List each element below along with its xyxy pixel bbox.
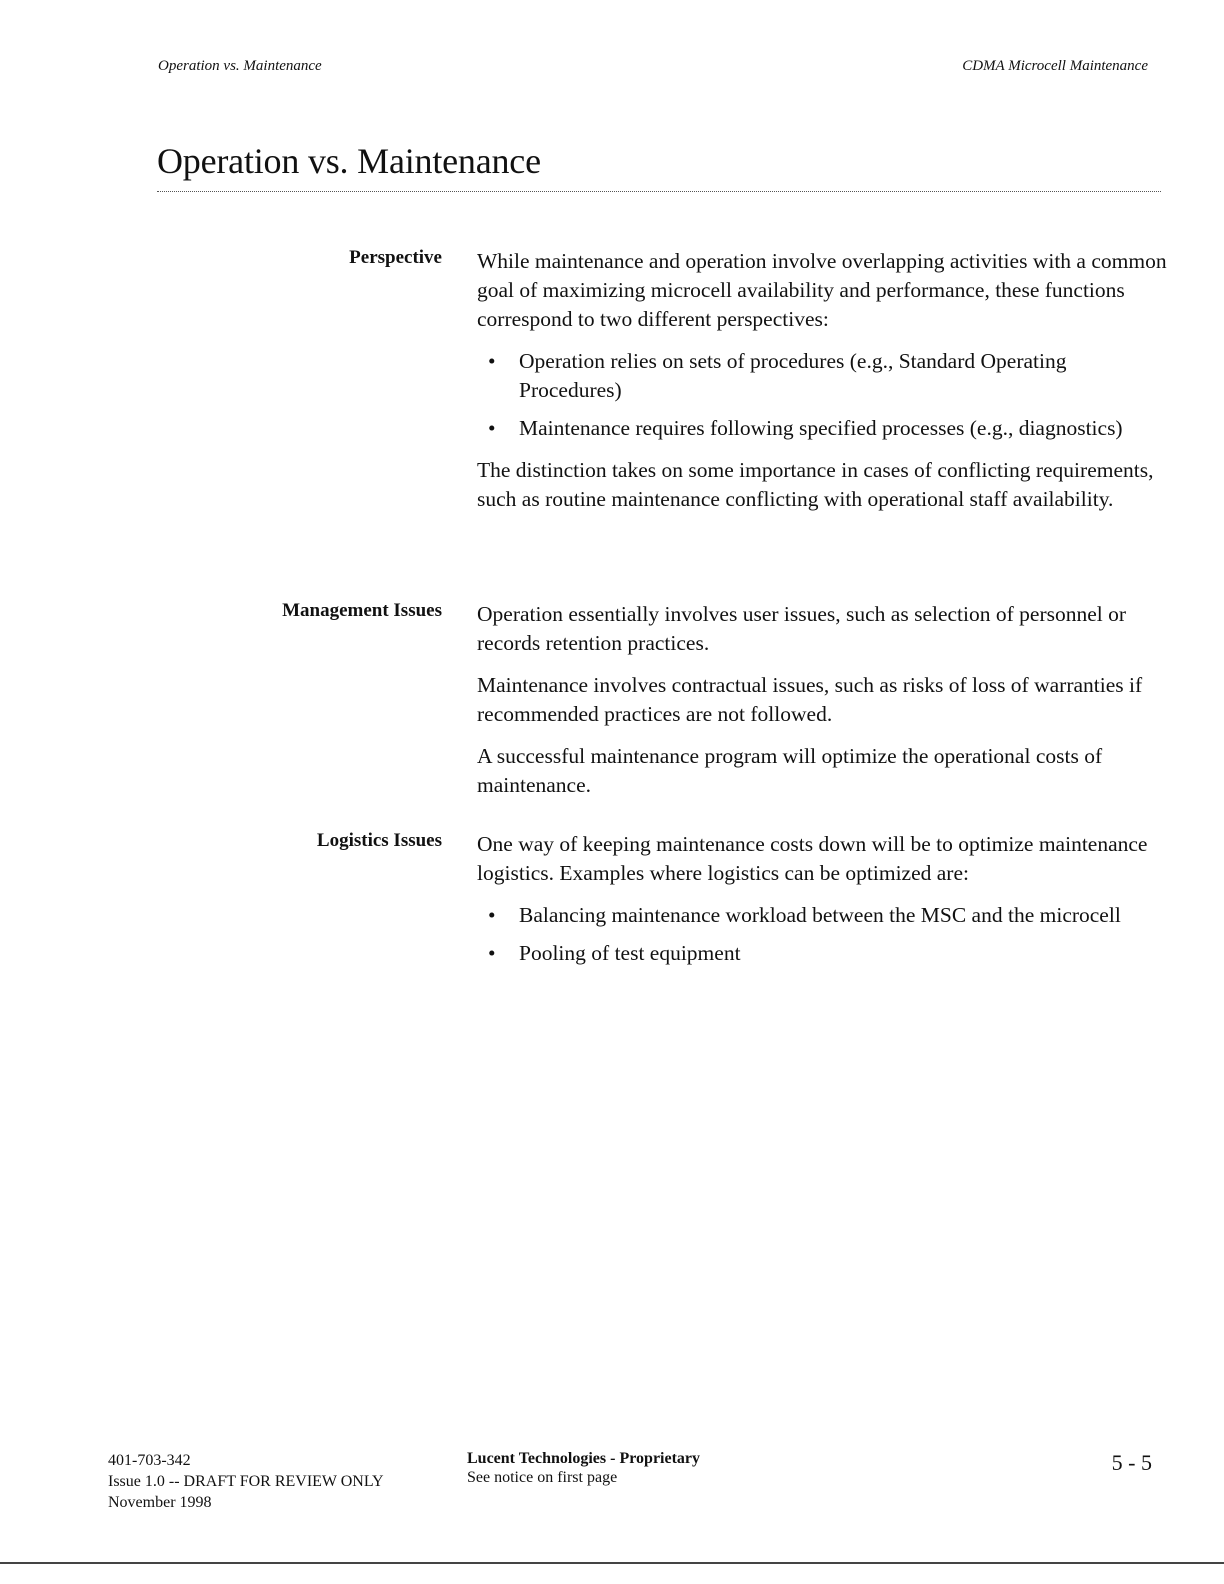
list-item (477, 901, 1167, 930)
paragraph: The distinction takes on some importance in cases of conflicting requirements, such as routine maintenance conflicting with operational staff availability. (477, 458, 1154, 511)
paragraph: While maintenance and operation involve overlapping activities with a common goal of maximizing microcell availability and performance, these functions correspond to two different perspectives: (477, 249, 1167, 331)
paragraph: A successful maintenance program will optimize the operational costs of maintenance. (477, 744, 1103, 797)
page-number: 5 - 5 (1111, 1450, 1152, 1475)
section-label-logistics-issues: Logistics Issues (316, 830, 442, 851)
section-label-management-issues: Management Issues (282, 600, 442, 621)
footer-document-info (108, 1450, 384, 1513)
page-title: Operation vs. Maintenance (157, 141, 541, 181)
bullet-icon: • (488, 416, 496, 440)
paragraph: One way of keeping maintenance costs down will be to optimize maintenance logistics. Examples where logistics can be optimized are: (477, 832, 1148, 885)
notice-reference: See notice on first page (467, 1469, 618, 1486)
list-item (477, 939, 1167, 968)
list-item-text: Balancing maintenance workload between the MSC and the microcell (519, 903, 1121, 927)
section-body-perspective (477, 247, 1167, 527)
running-head-right: CDMA Microcell Maintenance (962, 58, 1148, 74)
paragraph: Operation essentially involves user issues, such as selection of personnel or records retention practices. (477, 602, 1127, 655)
issue-date: November 1998 (108, 1494, 212, 1511)
bullet-icon: • (488, 903, 496, 927)
section-body-logistics-issues (477, 830, 1167, 981)
bullet-icon: • (488, 349, 496, 373)
bottom-divider (0, 1562, 1224, 1564)
running-head-left: Operation vs. Maintenance (158, 58, 322, 74)
bullet-list (477, 901, 1167, 968)
list-item-text: Operation relies on sets of procedures (e.g., Standard Operating Procedures) (519, 349, 1067, 402)
issue-status: Issue 1.0 -- DRAFT FOR REVIEW ONLY (108, 1473, 384, 1490)
list-item-text: Maintenance requires following specified processes (e.g., diagnostics) (519, 416, 1123, 440)
bullet-list (477, 347, 1167, 443)
title-divider (157, 191, 1161, 192)
list-item (477, 347, 1167, 405)
paragraph: Maintenance involves contractual issues, such as risks of loss of warranties if recommended practices are not followed. (477, 673, 1143, 726)
bullet-icon: • (488, 941, 496, 965)
footer-proprietary-notice (467, 1449, 700, 1487)
list-item-text: Pooling of test equipment (519, 941, 741, 965)
document-number: 401-703-342 (108, 1452, 191, 1469)
section-body-management-issues (477, 600, 1167, 813)
company-proprietary: Lucent Technologies - Proprietary (467, 1450, 701, 1467)
section-label-perspective: Perspective (349, 247, 442, 268)
list-item (477, 414, 1167, 443)
